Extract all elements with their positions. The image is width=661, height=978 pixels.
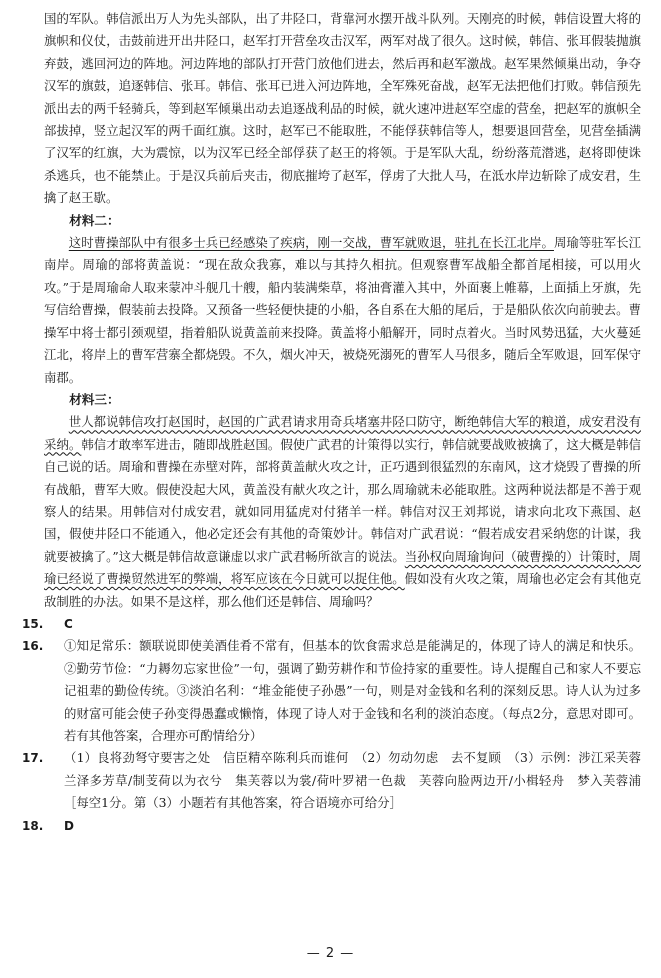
material-three-wavy-underline-c: 当孙权向周瑜询问（破曹操的）计策时，周瑜已经说了曹操贸然进军的弊端，将军应该在今日就可以捉住他。 — [44, 548, 641, 587]
question-18-answer: D — [64, 818, 74, 833]
material-three-heading: 材料三： — [69, 391, 120, 407]
material-two-paragraph — [44, 232, 641, 389]
material-three-wavy-underline-a: 世人都说韩信攻打赵国时，赵国的广武君请求用奇兵堵塞井陉口防守，断绝韩信大军的粮道，成安君没有采纳。 — [44, 414, 641, 452]
page-number: — 2 — — [306, 946, 355, 961]
question-18-number: 18. — [22, 818, 44, 833]
question-16-answer: ①知足常乐：额联说即使美酒佳肴不常有，但基本的饮食需求总是能满足的，体现了诗人的满足和快乐。②勤劳节俭：“力耨勿忘家世俭”一句，强调了勤劳耕作和节俭持家的重要性。诗人提醒自己和家人不要忘记祖辈的勤俭传统。③淡泊名利：“堆金能使子孙愚”一句，则是对金钱和名利的深刻反思。诗人认为过多的财富可能会使子孙变得愚蠢或懒惰，体现了诗人对于金钱和名利的淡泊态度。（每点2分，意思对即可。若有其他答案，合理亦可酌情给分） — [64, 638, 641, 743]
question-17-number: 17. — [22, 751, 44, 766]
material-one-text: 国的军队。韩信派出万人为先头部队，出了井陉口，背靠河水摆开战斗队列。天刚亮的时候，韩信设置大将的旗帜和仪仗，击鼓前进开出井陉口，赵军打开营垒攻击汉军，两军对战了很久。这时候，韩信、张耳假装抛旗弃鼓，逃回河边的阵地。河边阵地的部队打开营门放他们进去，然后再和赵军激战。赵军果然倾巢出动，争夺汉军的旗鼓，追逐韩信、张耳。韩信、张耳已进入河边阵地，全军殊死奋战，赵军无法把他们打败。韩信预先派出去的两千轻骑兵，等到赵军倾巢出动去追逐战利品的时候，就火速冲进赵军空虚的营垒，把赵军的旗帜全部拔掉，竖立起汉军的两千面红旗。这时，赵军已不能取胜，不能俘获韩信等人，想要退回营垒，见营垒插满了汉军的红旗，大为震惊，以为汉军已经全部俘获了赵王的将领。于是军队大乱，纷纷落荒潜逃，赵将即使诛杀逃兵，也不能禁止。于是汉兵前后夹击，彻底摧垮了赵军，俘虏了大批人马，在泜水岸边斩除了成安君，生擒了赵王歇。 — [44, 11, 641, 206]
question-17-answer: （1）良将劲弩守要害之处 信臣精卒陈利兵而谁何 （2）勿动勿虑 去不复顾 （3）示例：涉江采芙蓉 兰泽多芳草/制芰荷以为衣兮 集芙蓉以为裳/荷叶罗裙一色裁 芙蓉向脸两边开/小楫轻舟 梦入芙蓉浦 ［每空1分。第（3）小题若有其他答案，符合语境亦可给分］ — [64, 750, 654, 811]
question-15-answer: C — [64, 616, 73, 631]
material-two-text: 周瑜等驻军长江南岸。周瑜的部将黄盖说：“现在敌众我寡，难以与其持久相抗。但观察曹军战船全都首尾相接，可以用火攻。”于是周瑜命人取来蒙冲斗舰几十艘，船内装满柴草，将油膏灌入其中，外面裹上帷幕，上面插上牙旗，先写信给曹操，假装前去投降。又预备一些轻便快捷的小船，各自系在大船的尾后，于是船队依次向前驶去。曹操军中将士都引颈观望，指着船队说黄盖前来投降。黄盖将小船解开，同时点着火。当时风势迅猛，大火蔓延江北，将岸上的曹军营寨全都烧毁。不久，烟火冲天，被烧死溺死的曹军人马很多，随后全军败退，回军保守南郡。 — [44, 235, 642, 385]
question-16-row — [22, 635, 641, 747]
material-two-underlined: 这时曹操部队中有很多士兵已经感染了疾病，刚一交战，曹军就败退，驻扎在长江北岸。 — [68, 235, 554, 251]
question-15-number: 15. — [22, 616, 44, 631]
material-three-paragraph — [44, 411, 641, 613]
material-three-text-b: 韩信才敢率军进击，随即战胜赵国。假使广武君的计策得以实行，韩信就要战败被擒了，这大概是韩信自己说的话。周瑜和曹操在赤壁对阵，部将黄盖献火攻之计，正巧遇到很猛烈的东南风，这才烧毁了曹操的所有战船，曹军大败。假使没起大风，黄盖没有献火攻之计，那么周瑜就未必能取胜。这两种说法都是不善于观察人的结果。用韩信对付成安君，就如同用猛虎对付猪羊一样。韩信对汉王刘邦说，请求向北攻下燕国、赵国，假使井陉口不能通入，他必定还会有其他的奇策妙计。韩信对广武君说：“假若成安君采纳您的计谋，我就要被擒了。”这大概是韩信故意谦虚以求广武君畅所欲言的说法。 — [44, 436, 642, 564]
material-two-heading: 材料二： — [69, 212, 120, 228]
question-16-number: 16. — [22, 639, 44, 654]
material-three-text-d: 假如没有火攻之策，周瑜也必定会有其他克敌制胜的办法。如果不是这样，那么他们还是韩信、周瑜吗？ — [44, 571, 642, 609]
question-17-row — [22, 747, 654, 814]
question-15-row — [22, 613, 641, 635]
question-18-row — [22, 815, 641, 837]
